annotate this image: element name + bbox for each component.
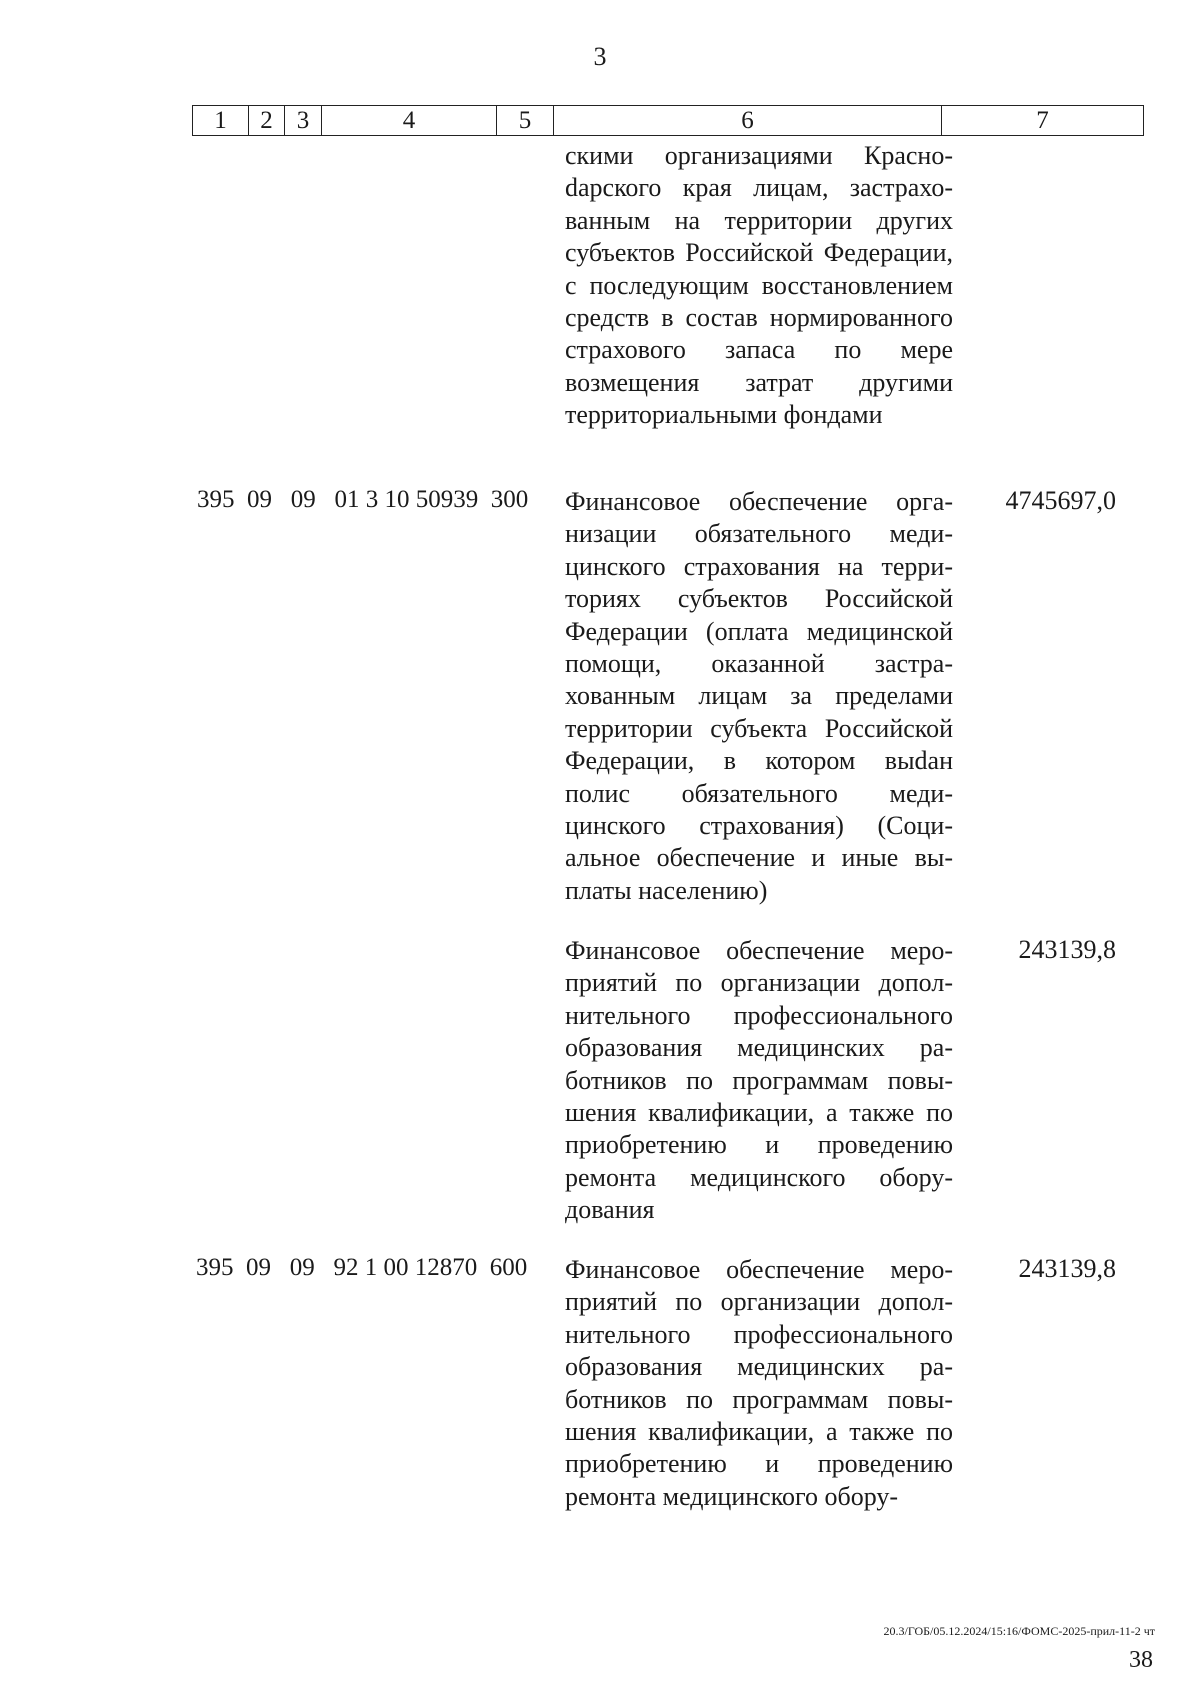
column-header-3: 3 xyxy=(285,106,322,136)
column-header-table xyxy=(192,105,1144,136)
column-header-1: 1 xyxy=(193,106,249,136)
row-amount: 243139,8 xyxy=(1018,935,1116,964)
document-reference: 20.3/ГОБ/05.12.2024/15:16/ФОМС-2025-прил-11-2 чт xyxy=(883,1624,1155,1638)
column-header-5: 5 xyxy=(497,106,554,136)
row-description: скими организациями Красноdарского края лицам, застрахованным на территории других субъектов Российской Федерации, с последующим восстановлением средств в состав нормированного страхового запаса по мере возмещения затрат другими территориальными фондами xyxy=(565,141,953,430)
row-description: Финансовое обеспечение мероприятий по организации дополнительного профессионального образования медицинских работников по программам повышения квалификации, а также по приобретению и проведению ремонта медицинского обору- xyxy=(565,1255,953,1511)
row-codes: 395 09 09 92 1 00 12870 600 xyxy=(196,1254,528,1281)
column-header-2: 2 xyxy=(249,106,285,136)
column-header-row xyxy=(193,106,1144,136)
column-header-4: 4 xyxy=(322,106,497,136)
row-codes: 395 09 09 01 3 10 50939 300 xyxy=(197,486,529,513)
row-amount: 243139,8 xyxy=(1018,1254,1116,1283)
page-number: 3 xyxy=(593,42,607,71)
column-header-6: 6 xyxy=(554,106,942,136)
row-description: Финансовое обеспечение организации обязательного медицинского страхования на территориях субъектов Российской Федерации (оплата медицинской помощи, оказанной застрахованным лицам за пределами территории субъекта Российской Федерации, в котором выdан полис обязательного медицинского страхования) (Социальное обеспечение и иные выплаты населению) xyxy=(565,487,953,905)
row-amount: 4745697,0 xyxy=(1005,486,1116,515)
row-description: Финансовое обеспечение мероприятий по организации дополнительного профессионального образования медицинских работников по программам повышения квалификации, а также по приобретению и проведению ремонта медицинского оборудования xyxy=(565,936,953,1225)
column-header-7: 7 xyxy=(942,106,1144,136)
footer-page-number: 38 xyxy=(1129,1647,1153,1673)
